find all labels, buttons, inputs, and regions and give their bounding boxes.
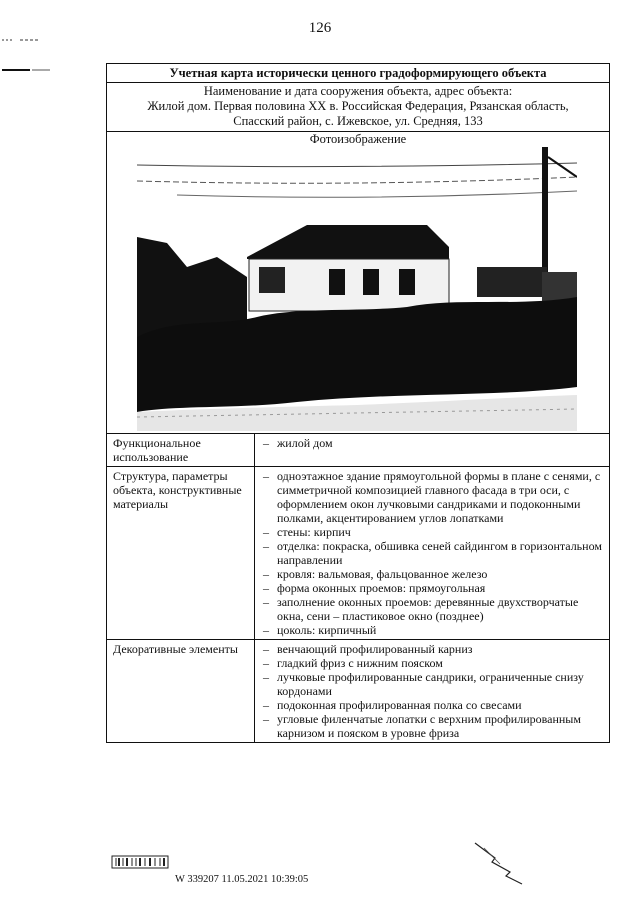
photo-caption: Фотоизображение bbox=[309, 132, 407, 146]
dash-marker: – bbox=[263, 712, 269, 726]
dash-marker: – bbox=[263, 525, 269, 539]
list-item bbox=[263, 712, 605, 740]
list-item-text: гладкий фриз с нижним пояском bbox=[277, 656, 443, 670]
row-decorative bbox=[107, 640, 609, 743]
list-item-text: кровля: вальмовая, фальцованное железо bbox=[277, 567, 488, 581]
dash-marker: – bbox=[263, 642, 269, 656]
photo-section bbox=[107, 132, 609, 434]
list-item-text: лучковые профилированные сандрики, ограниченные снизу кордонами bbox=[277, 670, 584, 698]
list-item bbox=[263, 656, 605, 670]
list-item-text: жилой дом bbox=[277, 436, 333, 450]
list-item-text: заполнение оконных проемов: деревянные двухстворчатые окна, сени – пластиковое окно (позднее) bbox=[277, 595, 579, 623]
list-item bbox=[263, 469, 605, 525]
object-name-line-2: Спасский район, с. Ижевское, ул. Средняя, 133 bbox=[233, 114, 483, 128]
list-item bbox=[263, 436, 605, 450]
document-id bbox=[175, 874, 308, 885]
card-title: Учетная карта исторически ценного градоформирующего объекта bbox=[107, 64, 609, 83]
row-label: Структура, параметры объекта, конструктивные материалы bbox=[107, 467, 255, 639]
barcode-stamp-icon bbox=[110, 852, 170, 872]
list-item bbox=[263, 539, 605, 567]
object-name-line-1: Жилой дом. Первая половина XX в. Российская Федерация, Рязанская область, bbox=[147, 99, 569, 113]
list-item bbox=[263, 623, 605, 637]
row-values bbox=[255, 640, 609, 742]
object-name-block bbox=[107, 83, 609, 132]
dash-marker: – bbox=[263, 469, 269, 483]
w-symbol: W bbox=[175, 874, 188, 885]
dash-marker: – bbox=[263, 581, 269, 595]
list-item bbox=[263, 670, 605, 698]
list-item bbox=[263, 642, 605, 656]
row-label: Функциональное использование bbox=[107, 434, 255, 466]
signature-mark bbox=[470, 838, 530, 888]
list-item-text: подоконная профилированная полка со свесами bbox=[277, 698, 522, 712]
list-item-text: венчающий профилированный карниз bbox=[277, 642, 473, 656]
dash-marker: – bbox=[263, 567, 269, 581]
house-photo-image bbox=[137, 147, 577, 431]
document-id-text: 339207 11.05.2021 10:39:05 bbox=[187, 874, 309, 885]
dash-marker: – bbox=[263, 623, 269, 637]
list-item-text: стены: кирпич bbox=[277, 525, 351, 539]
list-item bbox=[263, 595, 605, 623]
list-item-text: одноэтажное здание прямоугольной формы в плане с сенями, с симметричной композицией главного фасада в три оси, с оформлением окон лучковыми сандриками и подоконными полками, акцентированием углов лопатками bbox=[277, 469, 601, 525]
page-number: 126 bbox=[308, 20, 332, 36]
list-item-text: цоколь: кирпичный bbox=[277, 623, 377, 637]
list-item-text: отделка: покраска, обшивка сеней сайдингом в горизонтальном направлении bbox=[277, 539, 602, 567]
list-item bbox=[263, 567, 605, 581]
dash-marker: – bbox=[263, 595, 269, 609]
row-label: Декоративные элементы bbox=[107, 640, 255, 742]
row-structure bbox=[107, 467, 609, 640]
row-functional-use bbox=[107, 434, 609, 467]
registration-card bbox=[106, 63, 610, 743]
margin-marks bbox=[0, 30, 60, 80]
object-name-heading: Наименование и дата сооружения объекта, адрес объекта: bbox=[203, 84, 513, 98]
dash-marker: – bbox=[263, 436, 269, 450]
dash-marker: – bbox=[263, 698, 269, 712]
dash-marker: – bbox=[263, 656, 269, 670]
dash-marker: – bbox=[263, 539, 269, 553]
list-item-text: форма оконных проемов: прямоугольная bbox=[277, 581, 486, 595]
list-item-text: угловые филенчатые лопатки с верхним профилированным карнизом и пояском в уровне фриза bbox=[277, 712, 581, 740]
row-values bbox=[255, 434, 609, 466]
row-values bbox=[255, 467, 609, 639]
list-item bbox=[263, 698, 605, 712]
dash-marker: – bbox=[263, 670, 269, 684]
list-item bbox=[263, 581, 605, 595]
list-item bbox=[263, 525, 605, 539]
house-photo bbox=[107, 146, 609, 433]
